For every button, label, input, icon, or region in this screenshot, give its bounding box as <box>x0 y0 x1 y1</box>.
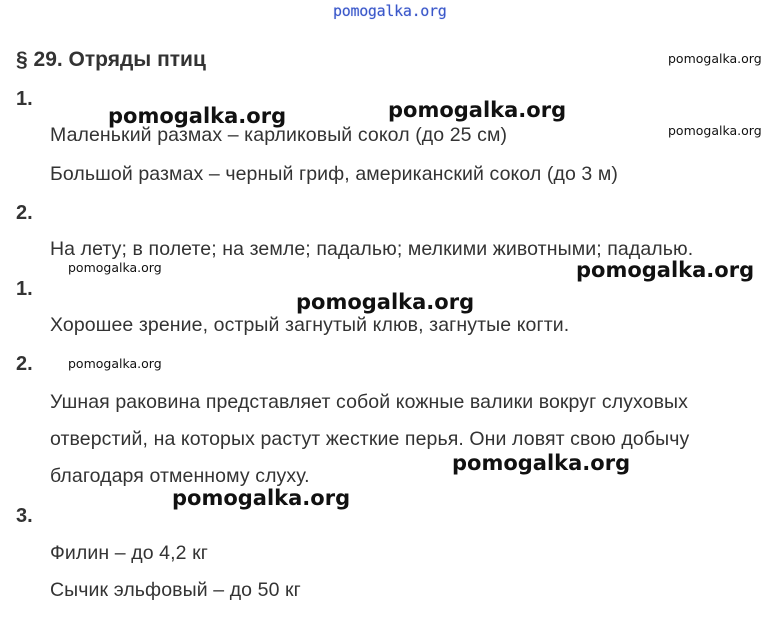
watermark: pomogalka.org <box>172 486 351 510</box>
section-number: 2. <box>16 353 33 375</box>
answer-line: отверстий, на которых растут жесткие перья. Они ловят свою добычу <box>50 428 690 450</box>
section-number: 2. <box>16 202 33 224</box>
answer-line: На лету; в полете; на земле; падалью; мелкими животными; падалью. <box>50 238 694 260</box>
answer-line: Маленький размах – карликовый сокол (до 25 см) <box>50 124 508 146</box>
page-title: § 29. Отряды птиц <box>16 48 206 71</box>
watermark: pomogalka.org <box>668 51 762 66</box>
section-number: 1. <box>16 88 33 110</box>
section-number: 1. <box>16 278 33 300</box>
watermark: pomogalka.org <box>108 104 287 128</box>
answer-line: Ушная раковина представляет собой кожные валики вокруг слуховых <box>50 391 689 413</box>
answer-line: Хорошее зрение, острый загнутый клюв, загнутые когти. <box>50 314 570 336</box>
watermark: pomogalka.org <box>296 290 475 314</box>
section-number: 3. <box>16 505 33 527</box>
watermark: pomogalka.org <box>668 123 762 138</box>
answer-line: Сычик эльфовый – до 50 кг <box>50 579 301 601</box>
watermark: pomogalka.org <box>68 356 162 371</box>
watermark: pomogalka.org <box>68 260 162 275</box>
answer-line: Большой размах – черный гриф, американский сокол (до 3 м) <box>50 163 618 185</box>
watermark: pomogalka.org <box>452 451 631 475</box>
watermark: pomogalka.org <box>576 258 755 282</box>
top-watermark: pomogalka.org <box>333 2 447 20</box>
answer-line: Филин – до 4,2 кг <box>50 542 208 564</box>
answer-line: благодаря отменному слуху. <box>50 465 310 487</box>
watermark: pomogalka.org <box>388 98 567 122</box>
